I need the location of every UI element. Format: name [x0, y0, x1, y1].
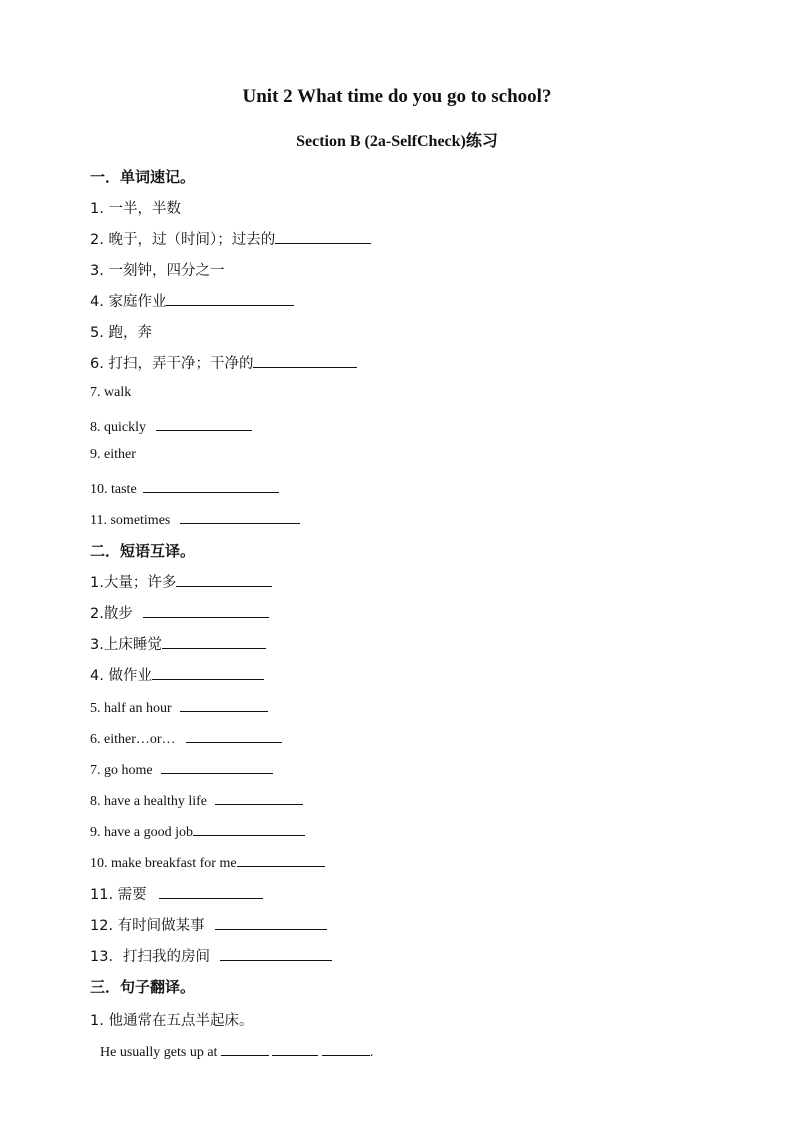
section-heading-phrases: 二．短语互译。	[90, 542, 196, 560]
list-item: 7. go home	[90, 759, 273, 779]
answer-blank[interactable]	[193, 821, 305, 836]
list-item: 4. 做作业	[90, 664, 264, 685]
list-item: 8. have a healthy life	[90, 790, 303, 810]
section-heading-vocabulary: 一．单词速记。	[90, 168, 196, 186]
answer-blank[interactable]	[143, 478, 279, 493]
answer-blank[interactable]	[143, 603, 269, 618]
answer-blank[interactable]	[237, 852, 325, 867]
list-item: 5. half an hour	[90, 697, 268, 717]
list-item: 3.上床睡觉	[90, 633, 266, 654]
answer-blank[interactable]	[166, 291, 294, 306]
list-item: 1.大量；许多	[90, 571, 272, 592]
answer-blank[interactable]	[180, 509, 300, 524]
answer-blank[interactable]	[162, 634, 266, 649]
answer-blank[interactable]	[221, 1041, 269, 1056]
list-item: 3. 一刻钟，四分之一	[90, 263, 225, 279]
worksheet-title: Unit 2 What time do you go to school?	[242, 86, 552, 107]
list-item: 4. 家庭作业	[90, 290, 294, 311]
answer-blank[interactable]	[275, 229, 371, 244]
list-item: 1. 他通常在五点半起床。	[90, 1013, 254, 1029]
list-item: 9. have a good job	[90, 821, 305, 841]
answer-blank[interactable]	[215, 915, 327, 930]
list-item: 6. 打扫，弄干净；干净的	[90, 352, 357, 373]
answer-blank[interactable]	[156, 416, 252, 431]
list-item: He usually gets up at .	[100, 1041, 373, 1061]
list-item: 2.散步	[90, 602, 269, 623]
list-item: 12. 有时间做某事	[90, 914, 327, 935]
list-item: 11. 需要	[90, 883, 263, 904]
answer-blank[interactable]	[159, 884, 263, 899]
list-item: 10. make breakfast for me	[90, 852, 325, 872]
list-item: 8. quickly	[90, 416, 252, 436]
answer-blank[interactable]	[253, 353, 357, 368]
list-item: 1. 一半，半数	[90, 201, 181, 217]
answer-blank[interactable]	[152, 665, 264, 680]
answer-blank[interactable]	[176, 572, 272, 587]
list-item: 6. either…or…	[90, 728, 282, 748]
list-item: 7. walk	[90, 385, 132, 400]
worksheet-subtitle: Section B (2a-SelfCheck)练习	[296, 133, 498, 150]
list-item: 2. 晚于，过（时间）；过去的	[90, 228, 371, 249]
answer-blank[interactable]	[180, 697, 268, 712]
answer-blank[interactable]	[220, 946, 332, 961]
list-item: 5. 跑，奔	[90, 325, 152, 341]
sentence-period: .	[369, 1045, 374, 1060]
answer-blank[interactable]	[322, 1041, 370, 1056]
answer-blank[interactable]	[215, 790, 303, 805]
answer-blank[interactable]	[186, 728, 282, 743]
answer-blank[interactable]	[272, 1041, 318, 1056]
list-item: 13．打扫我的房间	[90, 945, 332, 966]
answer-blank[interactable]	[161, 759, 273, 774]
list-item: 11. sometimes	[90, 509, 300, 529]
list-item: 10. taste	[90, 478, 279, 498]
list-item: 9. either	[90, 447, 136, 462]
section-heading-translation: 三．句子翻译。	[90, 978, 196, 996]
